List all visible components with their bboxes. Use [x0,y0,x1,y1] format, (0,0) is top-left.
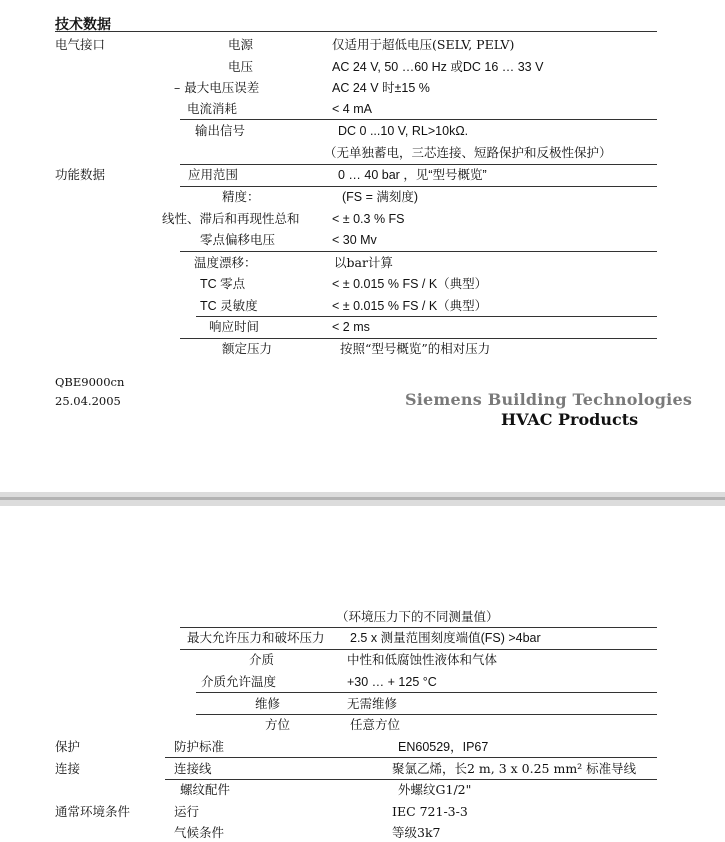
range-label: 应用范围 [188,167,239,182]
document-id: QBE9000cn [55,375,125,389]
linearity-label: 线性、滞后和再现性总和 [162,211,300,226]
tc-zero-label: TC 零点 [200,277,246,291]
heading-rule [55,31,657,32]
climate-label: 气候条件 [174,825,225,840]
protection-standard-value: EN60529，IP67 [398,740,489,754]
tc-sensitivity-label: TC 灵敏度 [200,299,258,313]
max-error-label: – 最大电压误差 [174,80,260,95]
protection-standard-label: 防护标准 [174,739,225,754]
medium-label: 介质 [249,652,275,667]
thread-fitting-label: 螺纹配件 [180,782,231,797]
row-rule [180,119,657,120]
section-protection: 保护 [55,739,81,754]
row-rule [196,692,657,693]
current-label: 电流消耗 [187,101,238,116]
row-rule [180,186,657,187]
medium-temp-label: 介质允许温度 [201,674,277,689]
row-rule [180,649,657,650]
row-rule [165,779,657,780]
section-electrical: 电气接口 [55,37,106,52]
row-rule [180,338,657,339]
operation-value: IEC 721-3-3 [392,804,468,819]
max-error-value: AC 24 V 时±15 % [332,81,430,95]
output-note: （无单独蓄电，三芯连接、短路保护和反极性保护） [324,145,612,160]
response-time-label: 响应时间 [209,319,260,334]
section-functional: 功能数据 [55,167,106,182]
accuracy-value: (FS = 满刻度) [342,190,419,204]
orientation-label: 方位 [265,717,291,732]
page-separator-line [0,497,725,500]
output-value: DC 0 ...10 V, RL>10kΩ. [338,124,469,138]
orientation-value: 任意方位 [350,717,401,732]
max-pressure-value: 2.5 x 测量范围刻度端值(FS) >4bar [350,631,541,645]
division-name: HVAC Products [501,410,639,429]
temp-drift-label: 温度漂移： [194,255,257,270]
supply-value: 仅适用于超低电压(SELV, PELV) [332,37,515,52]
page-heading: 技术数据 [55,17,111,33]
row-rule [180,251,657,252]
linearity-value: < ± 0.3 % FS [332,212,405,226]
row-rule [196,714,657,715]
response-time-value: < 2 ms [332,320,370,334]
output-label: 输出信号 [195,123,246,138]
document-date: 25.04.2005 [55,394,121,408]
zero-offset-value: < 30 Mv [332,233,377,247]
company-name: Siemens Building Technologies [405,390,693,409]
voltage-value: AC 24 V, 50 …60 Hz 或DC 16 … 33 V [332,60,544,74]
maintenance-value: 无需维修 [347,696,398,711]
tc-zero-value: < ± 0.015 % FS / K（典型） [332,277,488,291]
max-pressure-label: 最大允许压力和破坏压力 [187,630,325,645]
zero-offset-label: 零点偏移电压 [200,232,276,247]
section-ambient: 通常环境条件 [55,804,131,819]
cable-value: 聚氯乙烯，长2 m, 3 x 0.25 mm² 标准导线 [392,761,637,776]
measurement-note: （环境压力下的不同测量值） [336,609,499,624]
medium-value: 中性和低腐蚀性液体和气体 [347,652,498,667]
cable-label: 连接线 [174,761,212,776]
accuracy-label: 精度： [222,189,260,204]
medium-temp-value: +30 … + 125 °C [347,675,437,689]
row-rule [165,757,657,758]
row-rule [180,627,657,628]
voltage-label: 电压 [228,59,254,74]
maintenance-label: 维修 [255,696,281,711]
range-value: 0 … 40 bar ，见“型号概览” [338,168,487,182]
thread-fitting-value: 外螺纹G1/2" [398,782,472,797]
rated-pressure-value: 按照“型号概览”的相对压力 [340,341,491,356]
row-rule [196,316,657,317]
climate-value: 等级3k7 [392,825,441,840]
rated-pressure-label: 额定压力 [222,341,273,356]
row-rule [180,164,657,165]
operation-label: 运行 [174,804,200,819]
supply-label: 电源 [228,37,254,52]
tc-sensitivity-value: < ± 0.015 % FS / K（典型） [332,299,488,313]
current-value: < 4 mA [332,102,372,116]
temp-drift-value: 以bar计算 [334,255,393,270]
section-connection: 连接 [55,761,81,776]
